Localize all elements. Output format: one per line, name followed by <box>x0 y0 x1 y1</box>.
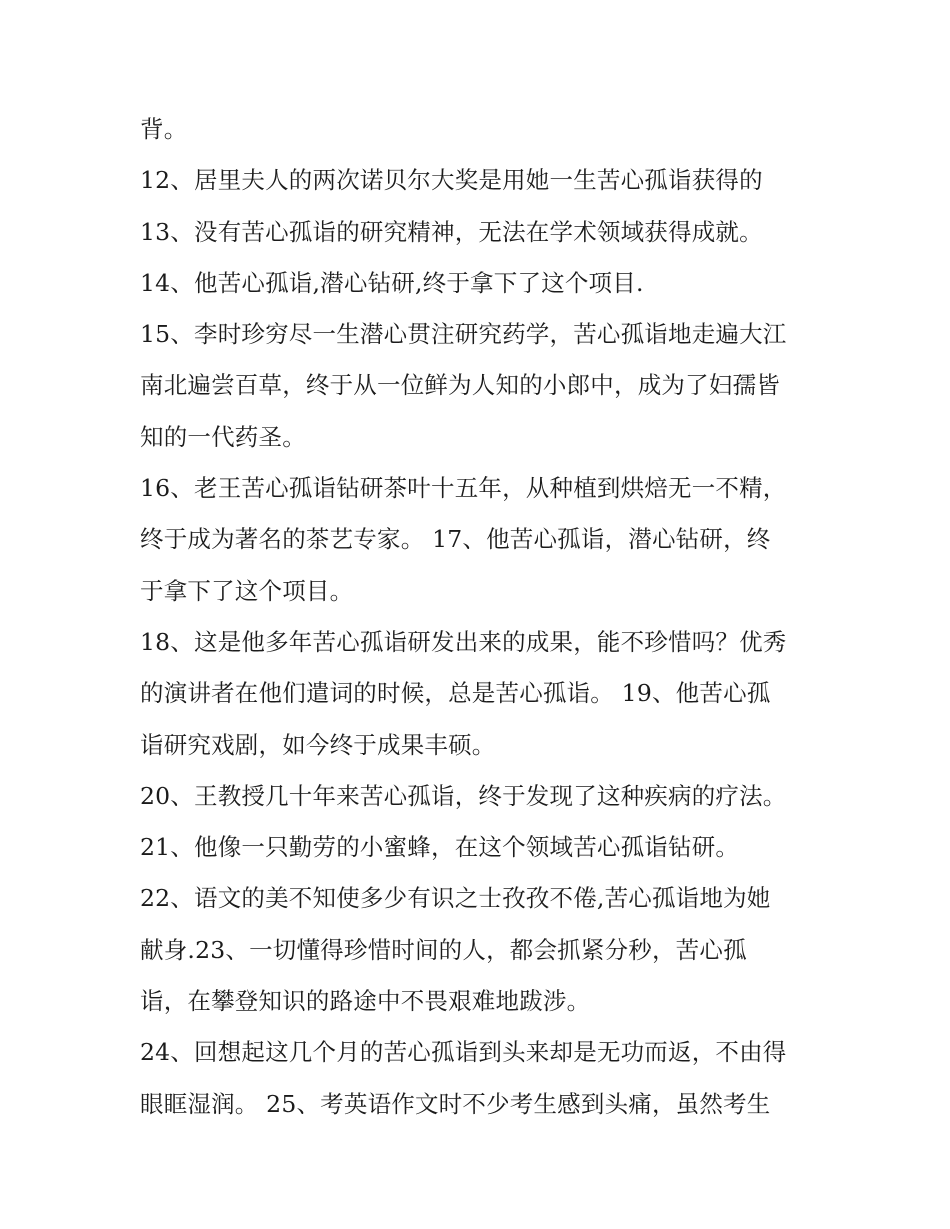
document-body <box>140 104 820 1130</box>
text-line: 于拿下了这个项目。 <box>140 576 354 605</box>
text-line: 南北遍尝百草，终于从一位鲜为人知的小郎中，成为了妇孺皆 <box>140 371 780 400</box>
text-line: 13、没有苦心孤诣的研究精神，无法在学术领域获得成就。 <box>140 217 763 246</box>
text-line: 背。 <box>140 115 188 143</box>
text-line: 的演讲者在他们遣词的时候，总是苦心孤诣。 19、他苦心孤 <box>140 679 771 708</box>
text-line: 12、居里夫人的两次诺贝尔大奖是用她一生苦心孤诣获得的 <box>140 166 763 195</box>
text-line: 22、语文的美不知使多少有识之士孜孜不倦,苦心孤诣地为她 <box>140 884 771 913</box>
text-line: 知的一代药圣。 <box>140 422 306 451</box>
text-line: 献身.23、一切懂得珍惜时间的人，都会抓紧分秒，苦心孤 <box>140 935 747 964</box>
text-line: 20、王教授几十年来苦心孤诣，终于发现了这种疾病的疗法。 <box>140 781 787 810</box>
text-line: 14、他苦心孤诣,潜心钻研,终于拿下了这个项目. <box>140 268 644 297</box>
text-line: 21、他像一只勤劳的小蜜蜂，在这个领域苦心孤诣钻研。 <box>140 833 740 862</box>
text-line: 眼眶湿润。 25、考英语作文时不少考生感到头痛，虽然考生 <box>140 1089 771 1118</box>
text-line: 16、老王苦心孤诣钻研茶叶十五年，从种植到烘焙无一不精， <box>140 474 787 503</box>
text-line: 18、这是他多年苦心孤诣研发出来的成果，能不珍惜吗？优秀 <box>140 627 787 656</box>
text-line: 终于成为著名的茶艺专家。 17、他苦心孤诣，潜心钻研，终 <box>140 525 771 554</box>
text-line: 诣研究戏剧，如今终于成果丰硕。 <box>140 730 496 759</box>
text-line: 24、回想起这几个月的苦心孤诣到头来却是无功而返，不由得 <box>140 1038 787 1067</box>
text-line: 15、李时珍穷尽一生潜心贯注研究药学，苦心孤诣地走遍大江 <box>140 320 787 349</box>
text-line: 诣，在攀登知识的路途中不畏艰难地跋涉。 <box>140 987 591 1016</box>
